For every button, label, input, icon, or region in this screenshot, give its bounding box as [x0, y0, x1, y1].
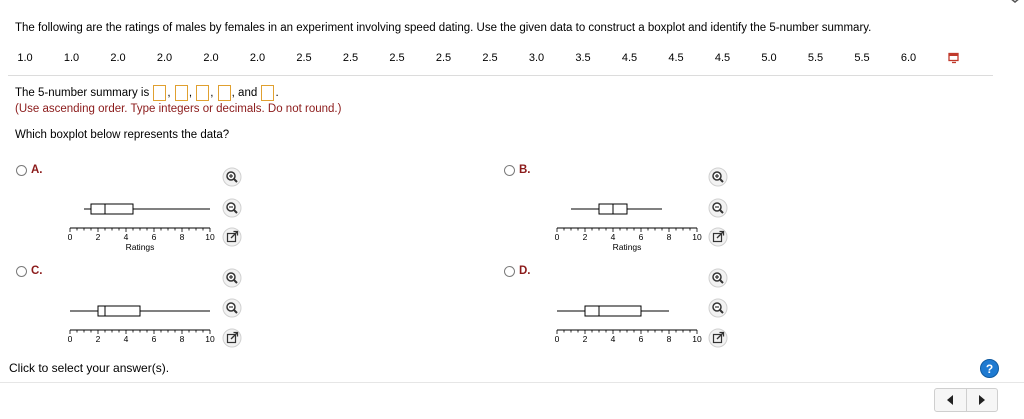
tick-label: 10 — [692, 334, 702, 344]
popout-icon[interactable] — [708, 328, 728, 348]
data-value: 2.0 — [203, 52, 219, 64]
option-b[interactable] — [504, 164, 531, 176]
radio-a[interactable] — [16, 165, 27, 176]
tick-label: 0 — [67, 232, 73, 242]
next-button[interactable] — [967, 389, 998, 411]
tick-label: 10 — [692, 232, 702, 242]
boxplot-c — [62, 292, 222, 370]
x-axis-label: Ratings — [612, 242, 642, 252]
grab-handle-icon — [1008, 0, 1022, 6]
boxplot-a — [62, 190, 222, 268]
tick-label: 0 — [67, 334, 73, 344]
tick-label: 4 — [610, 334, 616, 344]
right-arrow-icon — [977, 394, 987, 406]
which-question: Which boxplot below represents the data? — [15, 129, 230, 141]
tick-label: 4 — [123, 334, 129, 344]
tick-label: 0 — [554, 232, 560, 242]
boxplot-svg — [549, 292, 709, 370]
popout-icon[interactable] — [708, 227, 728, 247]
popout-icon[interactable] — [222, 328, 242, 348]
data-values-row — [0, 52, 1024, 66]
tick-label: 2 — [582, 232, 588, 242]
iqr-box — [91, 204, 133, 214]
zoom-in-icon[interactable] — [708, 167, 728, 187]
hint-text: (Use ascending order. Type integers or decimals. Do not round.) — [15, 103, 342, 115]
data-value: 2.5 — [296, 52, 312, 64]
option-c[interactable] — [16, 265, 43, 277]
popout-icon[interactable] — [222, 227, 242, 247]
zoom-out-icon[interactable] — [222, 198, 242, 218]
data-value: 5.5 — [807, 52, 824, 64]
tick-label: 4 — [610, 232, 616, 242]
data-value: 1.0 — [17, 52, 33, 64]
summary-prefix: The 5-number summary is — [15, 87, 150, 99]
tick-label: 8 — [666, 232, 672, 242]
zoom-out-icon[interactable] — [708, 198, 728, 218]
left-arrow-icon — [945, 394, 955, 406]
q1-answer-box[interactable] — [175, 85, 188, 101]
boxplot-svg — [549, 190, 709, 268]
comma: , — [167, 87, 171, 99]
help-button[interactable]: ? — [980, 359, 999, 378]
data-value: 2.0 — [110, 52, 126, 64]
option-a-label: A. — [31, 164, 43, 176]
boxplot-svg — [62, 292, 222, 370]
data-value: 2.0 — [156, 52, 173, 64]
data-value: 3.5 — [575, 52, 591, 64]
data-value: 2.5 — [482, 52, 498, 64]
and-text: and — [238, 87, 258, 99]
tick-label: 2 — [582, 334, 588, 344]
summary-line — [15, 85, 279, 101]
zoom-out-icon[interactable] — [708, 298, 728, 318]
iqr-box — [585, 306, 641, 316]
data-value: 2.5 — [435, 52, 452, 64]
median-answer-box[interactable] — [196, 85, 209, 101]
tick-label: 4 — [123, 232, 129, 242]
radio-d[interactable] — [504, 266, 515, 277]
option-b-label: B. — [519, 164, 531, 176]
question-text: The following are the ratings of males by females in an experiment involving speed dating. Use the given data to construct a boxplot and identify the 5-number summary. — [15, 22, 872, 34]
edit-data-icon[interactable] — [948, 52, 960, 64]
option-c-label: C. — [31, 265, 43, 277]
comma: , — [188, 87, 193, 99]
comma: , — [231, 87, 235, 99]
x-axis-label: Ratings — [125, 242, 155, 252]
data-value: 5.5 — [854, 52, 870, 64]
data-value: 4.5 — [668, 52, 684, 64]
tick-label: 6 — [151, 232, 157, 242]
zoom-in-icon[interactable] — [708, 268, 728, 288]
option-d[interactable] — [504, 265, 531, 277]
zoom-out-icon[interactable] — [222, 298, 242, 318]
tick-label: 8 — [179, 334, 185, 344]
period: . — [275, 87, 279, 99]
tick-label: 6 — [638, 334, 644, 344]
option-a[interactable] — [16, 164, 43, 176]
data-value: 4.5 — [714, 52, 731, 64]
tick-label: 6 — [151, 334, 157, 344]
boxplot-d — [549, 292, 709, 370]
click-instruction: Click to select your answer(s). — [9, 361, 170, 375]
previous-button[interactable] — [935, 389, 966, 411]
data-value: 4.5 — [621, 52, 638, 64]
zoom-in-icon[interactable] — [222, 167, 242, 187]
tick-label: 8 — [179, 232, 185, 242]
option-d-label: D. — [519, 265, 531, 277]
boxplot-b — [549, 190, 709, 268]
navigation-buttons — [934, 388, 998, 412]
data-value: 2.0 — [249, 52, 266, 64]
tick-label: 2 — [95, 334, 101, 344]
data-value: 1.0 — [63, 52, 80, 64]
tick-label: 8 — [666, 334, 672, 344]
min-answer-box[interactable] — [153, 85, 166, 101]
radio-c[interactable] — [16, 266, 27, 277]
max-answer-box[interactable] — [261, 85, 274, 101]
footer-separator — [0, 382, 1024, 383]
tick-label: 10 — [205, 334, 215, 344]
data-value: 3.0 — [528, 52, 545, 64]
tick-label: 10 — [205, 232, 215, 242]
tick-label: 0 — [554, 334, 560, 344]
zoom-in-icon[interactable] — [222, 268, 242, 288]
data-value: 2.5 — [342, 52, 359, 64]
iqr-box — [98, 306, 140, 316]
tick-label: 2 — [95, 232, 101, 242]
q3-answer-box[interactable] — [218, 85, 231, 101]
comma: , — [210, 87, 214, 99]
data-value: 2.5 — [389, 52, 405, 64]
data-value: 5.0 — [761, 52, 777, 64]
radio-b[interactable] — [504, 165, 515, 176]
separator — [8, 75, 993, 76]
tick-label: 6 — [638, 232, 644, 242]
boxplot-svg — [62, 190, 222, 268]
data-value: 6.0 — [900, 52, 917, 64]
